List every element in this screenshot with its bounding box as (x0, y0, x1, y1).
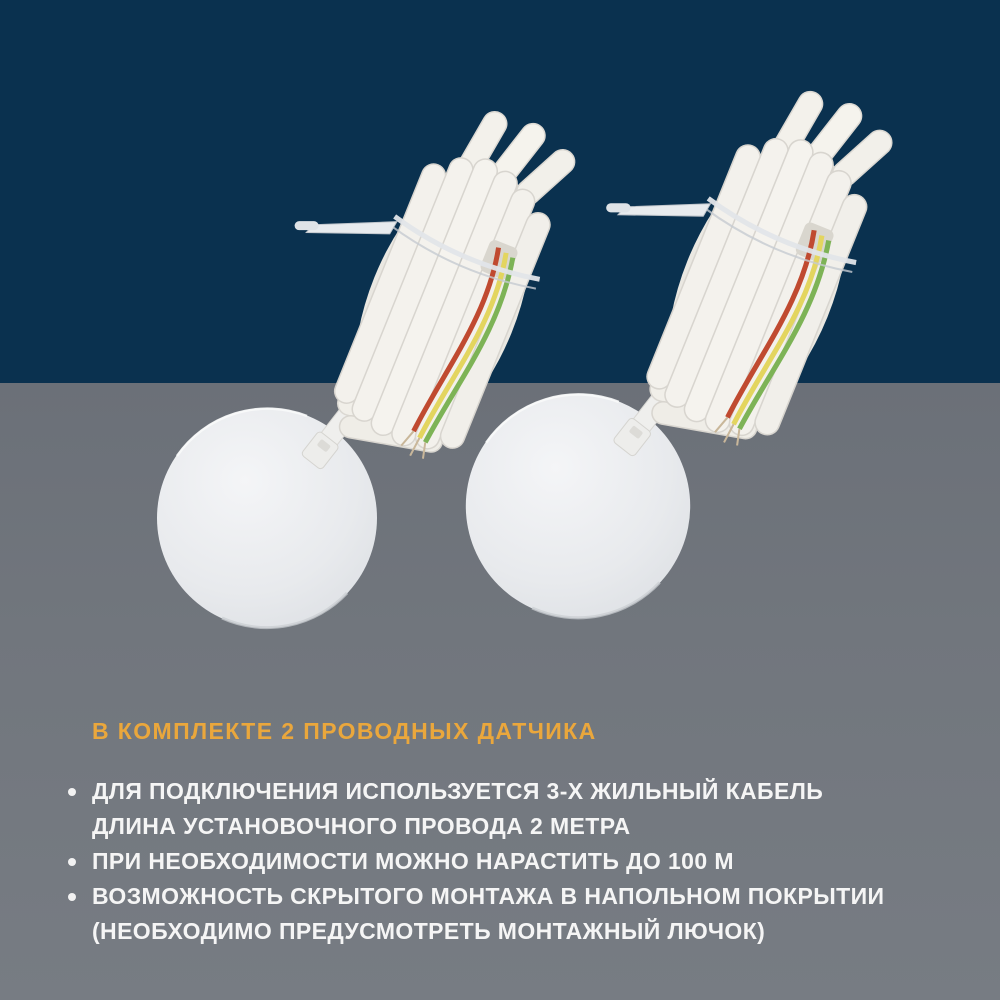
bullet-dot (68, 788, 76, 796)
feature-item (92, 774, 970, 844)
feature-line: ДЛИНА УСТАНОВОЧНОГО ПРОВОДА 2 МЕТРА (92, 813, 631, 839)
feature-line: (НЕОБХОДИМО ПРЕДУСМОТРЕТЬ МОНТАЖНЫЙ ЛЮЧОК) (92, 918, 766, 944)
feature-line: ВОЗМОЖНОСТЬ СКРЫТОГО МОНТАЖА В НАПОЛЬНОМ ПОКРЫТИИ (92, 883, 885, 909)
bullet-dot (68, 893, 76, 901)
bullet-dot (68, 858, 76, 866)
caption-heading: В КОМПЛЕКТЕ 2 ПРОВОДНЫХ ДАТЧИКА (92, 718, 597, 744)
feature-item (92, 844, 970, 879)
feature-item (92, 879, 970, 949)
feature-line: ПРИ НЕОБХОДИМОСТИ МОЖНО НАРАСТИТЬ ДО 100 М (92, 848, 734, 874)
feature-line: ДЛЯ ПОДКЛЮЧЕНИЯ ИСПОЛЬЗУЕТСЯ 3-Х ЖИЛЬНЫЙ КАБЕЛЬ (92, 778, 824, 804)
wired-sensor-right (466, 30, 912, 618)
feature-list (92, 774, 970, 949)
caption-block (92, 716, 970, 949)
